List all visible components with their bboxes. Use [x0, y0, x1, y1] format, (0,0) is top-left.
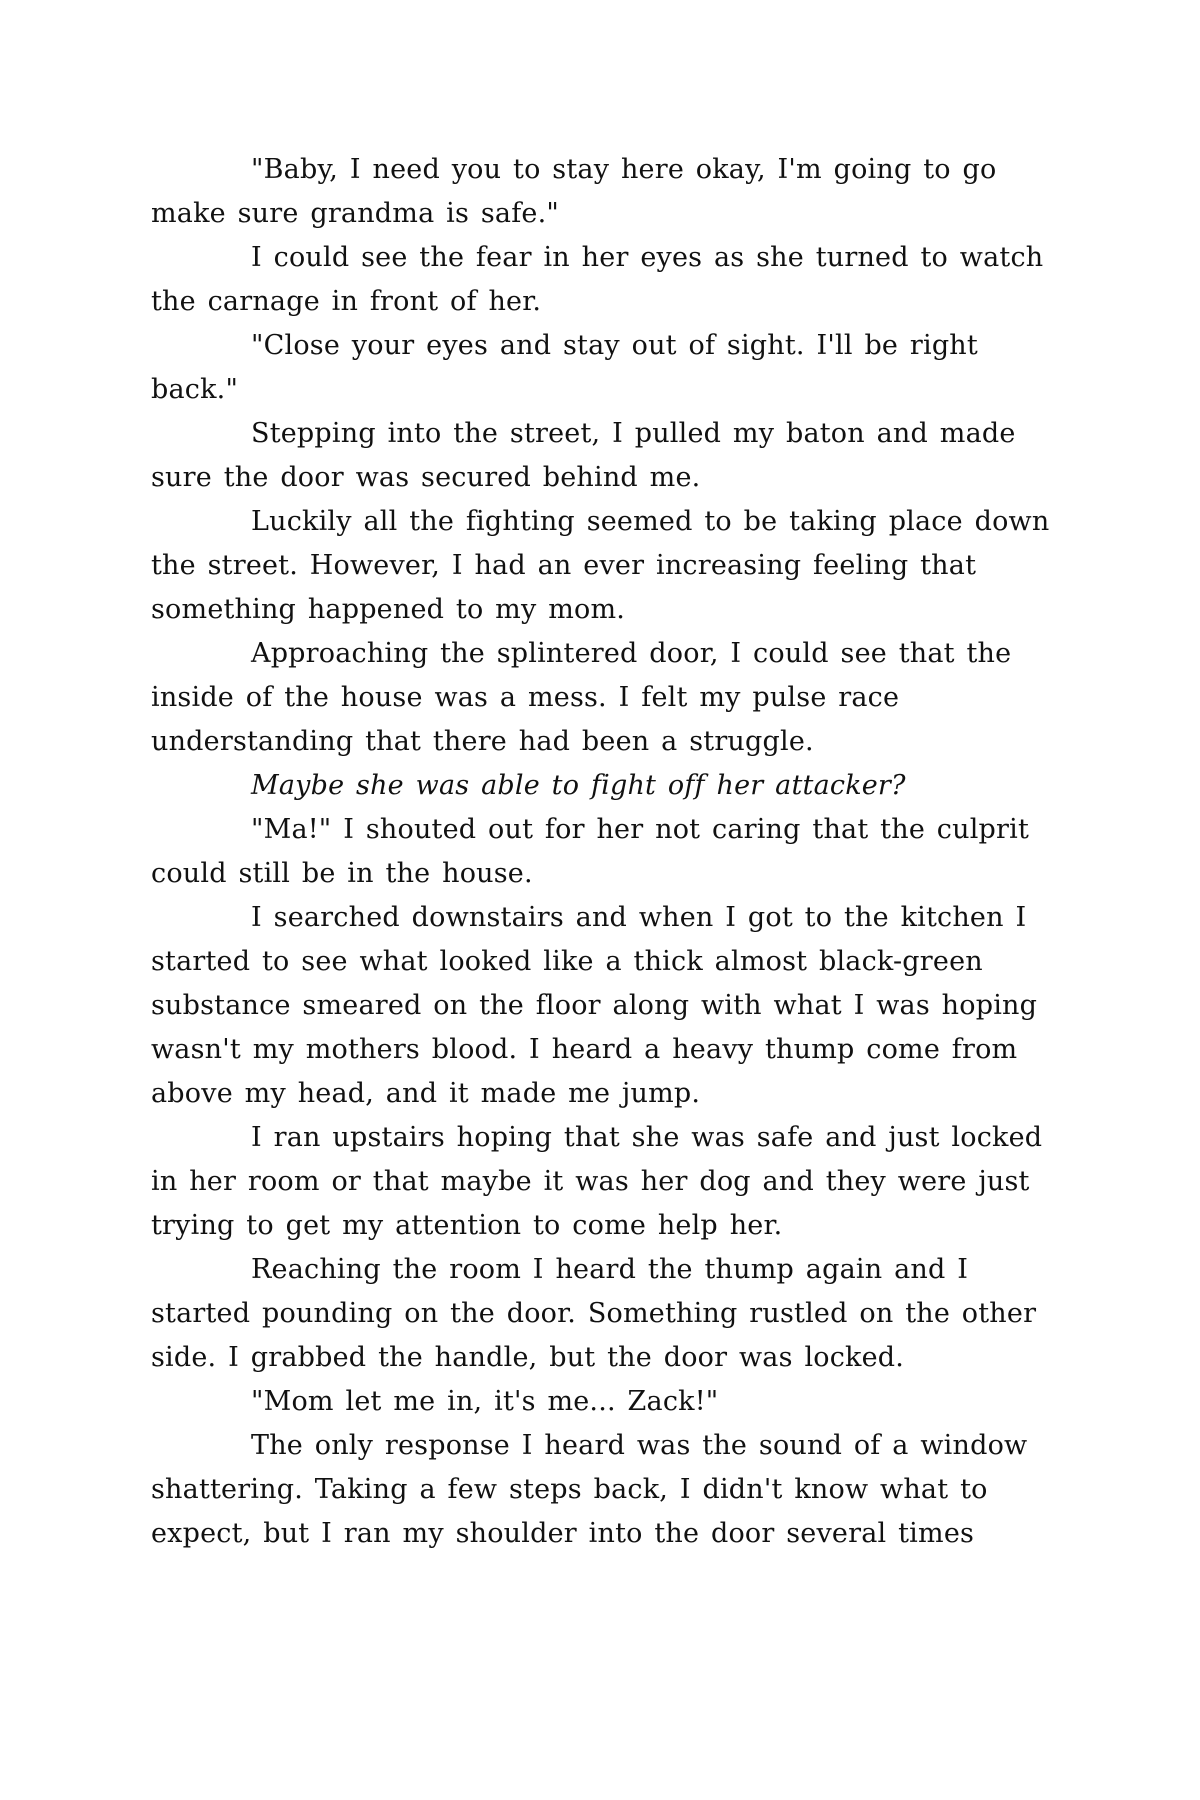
paragraph: Approaching the splintered door, I could see that the inside of the house was a mess. I felt my pulse race understanding that there had been a struggle.: [151, 638, 1012, 757]
story-text: [151, 148, 1051, 1556]
paragraph: "Mom let me in, it's me... Zack!": [251, 1386, 719, 1417]
paragraph: "Close your eyes and stay out of sight. I'll be right back.": [151, 330, 978, 405]
paragraph: "Baby, I need you to stay here okay, I'm going to go make sure grandma is safe.": [151, 154, 997, 229]
paragraph: I could see the fear in her eyes as she turned to watch the carnage in front of her.: [151, 242, 1044, 317]
paragraph: I ran upstairs hoping that she was safe and just locked in her room or that maybe it was her dog and they were just trying to get my attention to come help her.: [151, 1122, 1043, 1241]
paragraph: "Ma!" I shouted out for her not caring that the culprit could still be in the house.: [151, 814, 1030, 889]
italic-thought-paragraph: Maybe she was able to fight off her attacker?: [251, 770, 906, 801]
paragraph: I searched downstairs and when I got to the kitchen I started to see what looked like a thick almost black-green substance smeared on the floor along with what I was hoping wasn't my mothers blood. I heard a heavy thump come from above my head, and it made me jump.: [151, 902, 1038, 1109]
paragraph: Stepping into the street, I pulled my baton and made sure the door was secured behind me.: [151, 418, 1016, 493]
paragraph: The only response I heard was the sound of a window shattering. Taking a few steps back, I didn't know what to expect, but I ran my shoulder into the door several times: [151, 1430, 1028, 1549]
paragraph: Luckily all the fighting seemed to be taking place down the street. However, I had an ever increasing feeling that something happened to my mom.: [151, 506, 1050, 625]
paragraph: Reaching the room I heard the thump again and I started pounding on the door. Something rustled on the other side. I grabbed the handle, but the door was locked.: [151, 1254, 1037, 1373]
